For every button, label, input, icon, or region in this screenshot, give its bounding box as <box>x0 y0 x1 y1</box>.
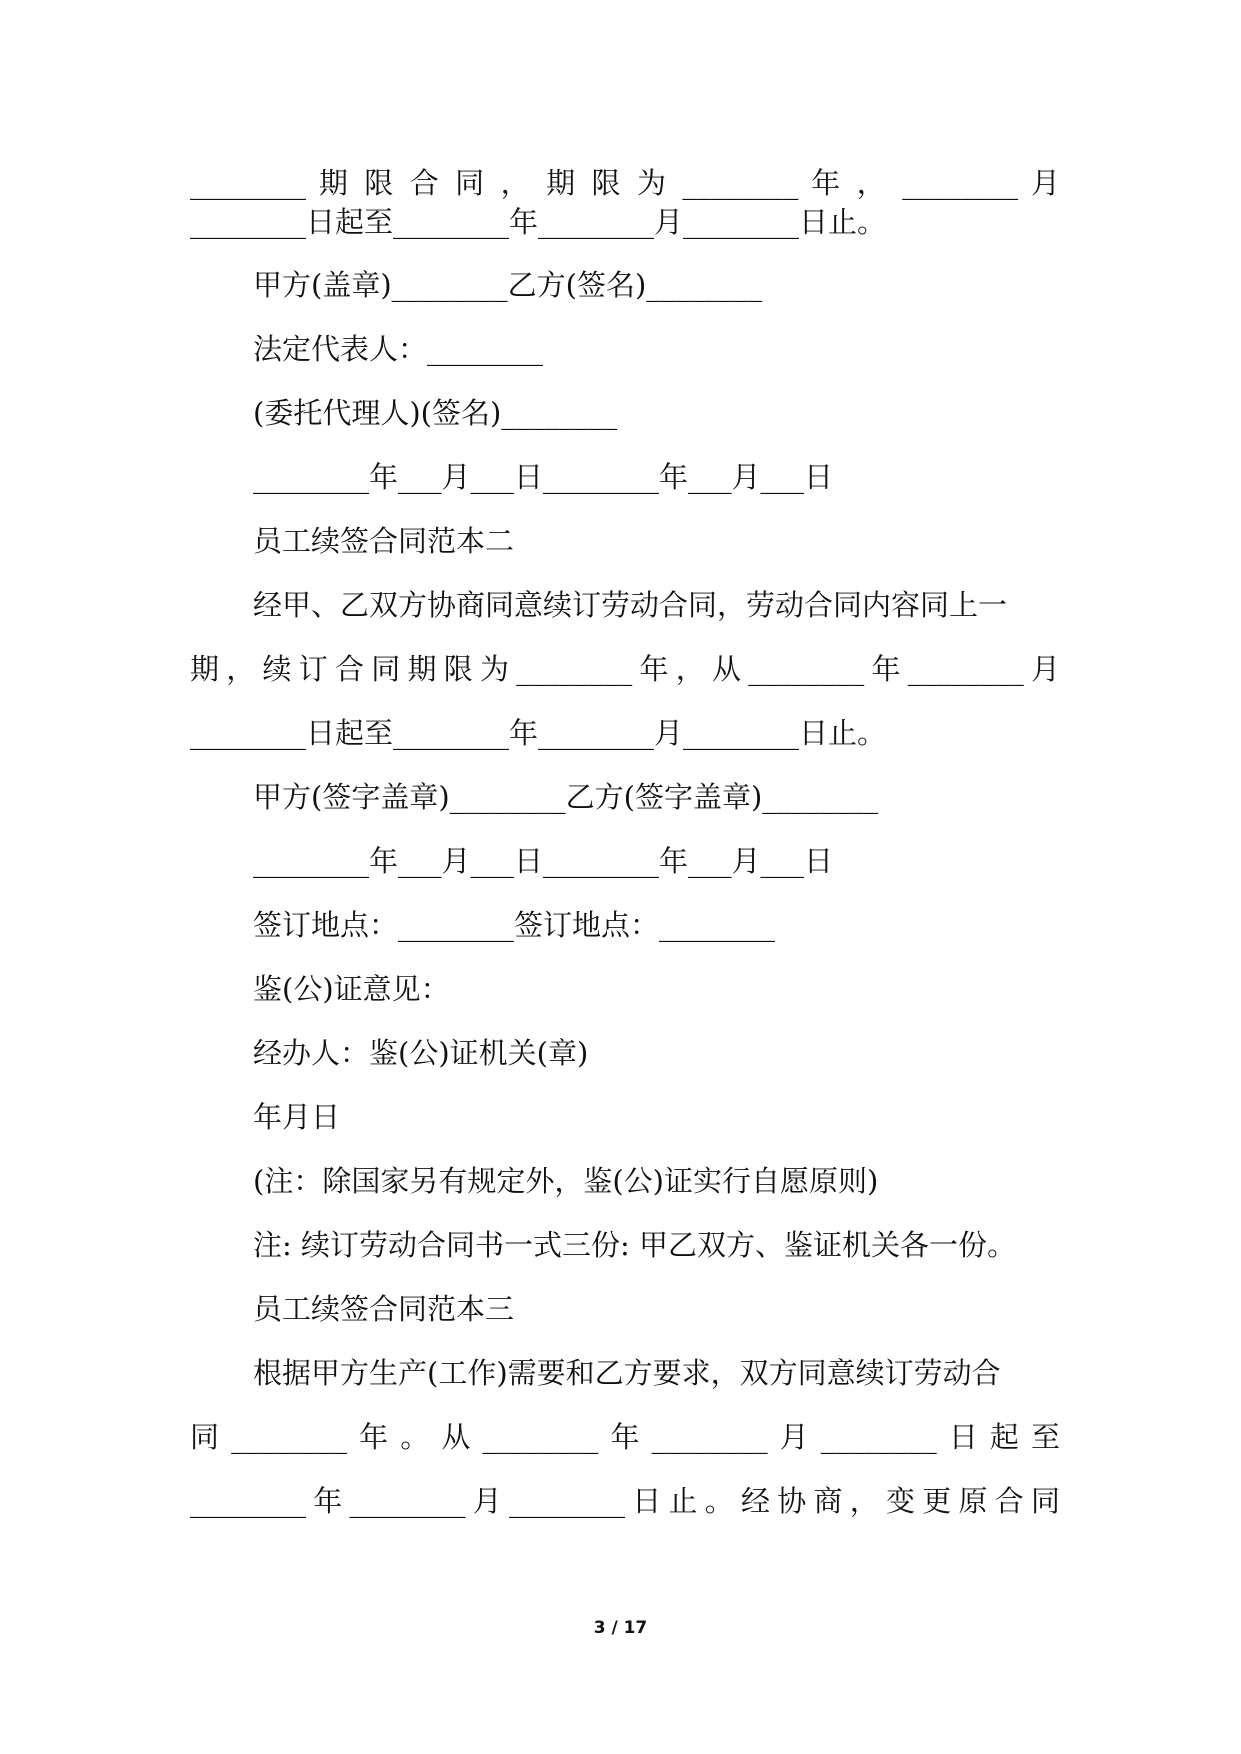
text-line: 年月日 <box>253 1100 341 1134</box>
text-line: 甲方(签字盖章)________乙方(签字盖章)________ <box>253 780 879 814</box>
text-line: (注：除国家另有规定外，鉴(公)证实行自愿原则) <box>253 1164 879 1198</box>
text-line: 经甲、乙双方协商同意续订劳动合同，劳动合同内容同上一 <box>253 588 1008 622</box>
text-line: ________日起至________年________月________日止。 <box>190 205 887 239</box>
text-line: (委托代理人)(签名)________ <box>253 396 618 430</box>
text-line: 鉴(公)证意见： <box>253 972 450 1006</box>
text-line: ________年________月________日止。经协商，变更原合同 <box>190 1484 1060 1518</box>
text-line: 签订地点：________签订地点：________ <box>253 908 776 942</box>
section-heading: 员工续签合同范本三 <box>253 1292 515 1326</box>
text-line: 经办人：鉴(公)证机关(章) <box>253 1036 589 1070</box>
text-line: ________年___月___日________年___月___日 <box>253 844 834 878</box>
section-heading: 员工续签合同范本二 <box>253 524 515 558</box>
text-line: ________年___月___日________年___月___日 <box>253 460 834 494</box>
text-line: ________ 期 限 合 同 ， 期 限 为 ________ 年 ， ________ 月 <box>190 166 1060 200</box>
text-line: 甲方(盖章)________乙方(签名)________ <box>253 268 763 302</box>
text-line: ________日起至________年________月________日止。 <box>190 716 887 750</box>
text-line: 注: 续订劳动合同书一式三份: 甲乙双方、鉴证机关各一份。 <box>253 1228 1016 1262</box>
text-line: 法定代表人：________ <box>253 332 544 366</box>
text-line: 同________年。从________年________月________日起至 <box>190 1420 1060 1454</box>
text-line: 期，续订合同期限为________年，从________年________月 <box>190 652 1060 686</box>
page-number: 3 / 17 <box>593 1618 648 1638</box>
text-line: 根据甲方生产(工作)需要和乙方要求，双方同意续订劳动合 <box>253 1356 1001 1390</box>
